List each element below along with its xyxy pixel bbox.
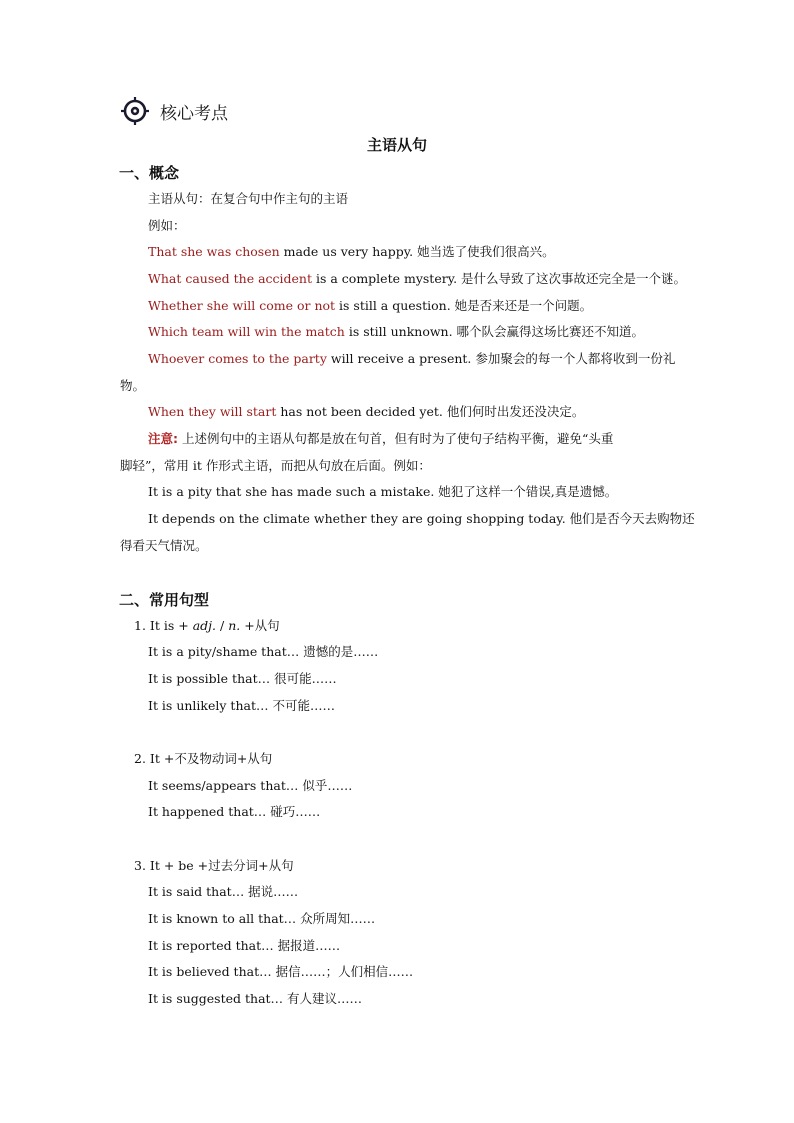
example-rest: made us very happy. 她当选了使我们很高兴。 bbox=[279, 244, 555, 259]
pattern-item: It happened that… 碰巧…… bbox=[148, 804, 321, 819]
pattern-head-post: +从句 bbox=[240, 618, 280, 633]
section-heading-patterns: 二、常用句型 bbox=[119, 591, 210, 609]
example-line bbox=[148, 270, 686, 288]
example-line-continuation: 物。 bbox=[120, 378, 146, 393]
note-label: 注意: bbox=[148, 431, 178, 446]
example-rest: has not been decided yet. 他们何时出发还没决定。 bbox=[276, 404, 585, 419]
pattern-item: It is unlikely that… 不可能…… bbox=[148, 698, 335, 713]
it-example: It depends on the climate whether they are going shopping today. 他们是否今天去购物还 bbox=[148, 511, 695, 526]
section-heading-concept: 一、概念 bbox=[119, 164, 180, 182]
pattern-head-italic: n. bbox=[228, 618, 241, 633]
example-rest: is still unknown. 哪个队会赢得这场比赛还不知道。 bbox=[344, 324, 645, 339]
pattern-head-pre: It is + bbox=[149, 618, 193, 633]
note-line-continuation: 脚轻”，常用 it 作形式主语，而把从句放在后面。例如： bbox=[120, 458, 431, 473]
note-line bbox=[148, 430, 613, 448]
pattern-item: It is suggested that… 有人建议…… bbox=[148, 991, 363, 1006]
example-line bbox=[148, 403, 584, 421]
example-line bbox=[148, 297, 592, 315]
pattern-item: It is possible that… 很可能…… bbox=[148, 671, 337, 686]
note-text: 上述例句中的主语从句都是放在句首，但有时为了使句子结构平衡，避免“头重 bbox=[178, 431, 614, 446]
example-clause: What caused the accident bbox=[148, 271, 313, 286]
pattern-number: 1. bbox=[134, 618, 146, 633]
pattern-heading bbox=[134, 750, 272, 768]
example-intro: 例如： bbox=[148, 218, 186, 233]
example-clause: When they will start bbox=[148, 404, 277, 419]
it-example-continuation: 得看天气情况。 bbox=[120, 538, 208, 553]
example-rest: is a complete mystery. 是什么导致了这次事故还完全是一个谜。 bbox=[312, 271, 687, 286]
it-example: It is a pity that she has made such a mistake. 她犯了这样一个错误,真是遗憾。 bbox=[148, 484, 618, 499]
pattern-number: 2. bbox=[134, 751, 146, 766]
example-line bbox=[148, 243, 555, 261]
pattern-item: It is a pity/shame that… 遗憾的是…… bbox=[148, 644, 379, 659]
page-title: 主语从句 bbox=[366, 136, 427, 154]
example-rest: is still a question. 她是否来还是一个问题。 bbox=[335, 298, 593, 313]
pattern-head-mid: / bbox=[216, 618, 229, 633]
example-line bbox=[148, 350, 675, 368]
example-line bbox=[148, 323, 644, 341]
pattern-head-pre: It +不及物动词+从句 bbox=[149, 751, 273, 766]
section-header bbox=[120, 95, 228, 127]
pattern-head-pre: It + be +过去分词+从句 bbox=[149, 858, 294, 873]
pattern-head-italic: adj. bbox=[192, 618, 217, 633]
header-label: 核心考点 bbox=[160, 103, 228, 124]
definition-text: 主语从句：在复合句中作主句的主语 bbox=[148, 191, 349, 206]
example-clause: That she was chosen bbox=[148, 244, 280, 259]
example-rest: will receive a present. 参加聚会的每一个人都将收到一份礼 bbox=[326, 351, 676, 366]
pattern-item: It is believed that… 据信……；人们相信…… bbox=[148, 964, 414, 979]
example-clause: Whoever comes to the party bbox=[148, 351, 327, 366]
target-icon bbox=[120, 96, 150, 126]
example-clause: Whether she will come or not bbox=[148, 298, 336, 313]
pattern-number: 3. bbox=[134, 858, 146, 873]
pattern-item: It is known to all that… 众所周知…… bbox=[148, 911, 376, 926]
pattern-item: It seems/appears that… 似乎…… bbox=[148, 778, 353, 793]
example-clause: Which team will win the match bbox=[148, 324, 345, 339]
pattern-item: It is said that… 据说…… bbox=[148, 884, 299, 899]
pattern-heading bbox=[134, 617, 280, 635]
pattern-item: It is reported that… 据报道…… bbox=[148, 938, 341, 953]
pattern-heading bbox=[134, 857, 294, 875]
